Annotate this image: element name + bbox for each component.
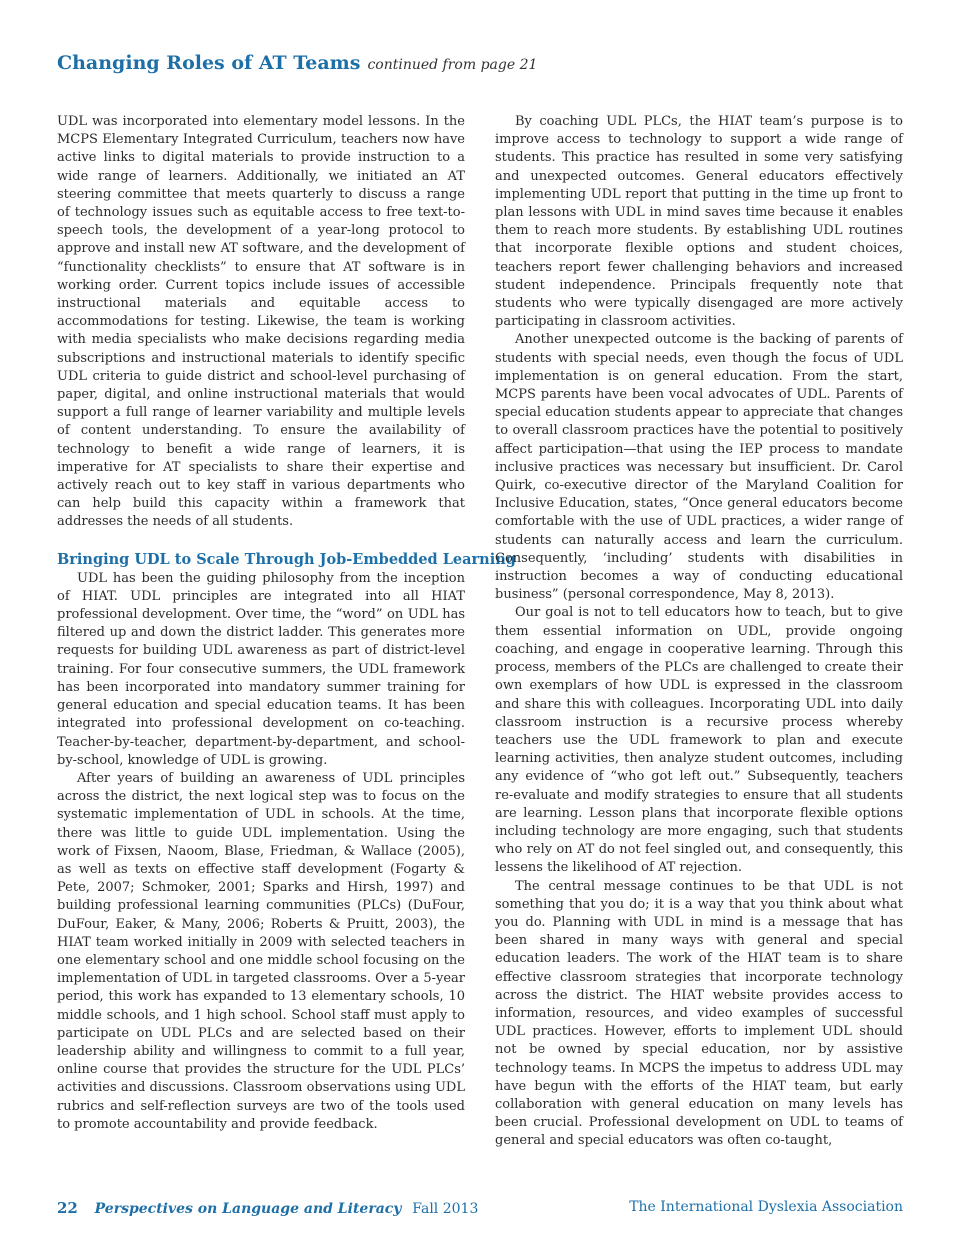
page-number: 22 (57, 1199, 78, 1217)
paragraph: By coaching UDL PLCs, the HIAT team’s purpose is to improve access to technology to support a wide range of students. This practice has resulted in some very satisfying and unexpected outcomes. General educators effectively implementing UDL report that putting in the time up front to plan lessons with UDL in mind saves time because it enables them to reach more students. By establishing UDL routines that incorporate flexible options and student choices, teachers report fewer challenging behaviors and increased student independence. Principals frequently note that students who were typically disengaged are more actively participating in classroom activities. (495, 114, 903, 330)
paragraph: The central message continues to be that UDL is not something that you do; it is a way that you think about what you do. Planning with UDL in mind is a message that has been shared in many ways with general and special education leaders. The work of the HIAT team is to share effective classroom strategies that incorporate technology across the district. The HIAT website provides access to information, resources, and video examples of successful UDL practices. However, efforts to implement UDL should not be owned by special education, nor by assistive technology teams. In MCPS the impetus to address UDL may have begun with the efforts of the HIAT team, but early collaboration with general education on many levels has been crucial. Professional development on UDL to teams of general and special educators was often co-taught, (495, 878, 903, 1149)
left-column (57, 113, 516, 1134)
paragraph: Another unexpected outcome is the backing of parents of students with special needs, even though the focus of UDL implementation is on general education. From the start, MCPS parents have been vocal advocates of UDL. Parents of special education students appear to appreciate that changes to overall classroom practices have the potential to positively affect participation—that using the IEP process to mandate inclusive practices was necessary but insufficient. Dr. Carol Quirk, co-executive director of the Maryland Coalition for Inclusive Education, states, “Once general educators become comfortable with the use of UDL practices, a wider range of students can naturally access and learn the curriculum. Consequently, ‘including’ students with disabilities in instruction becomes a way of conducting educational business” (personal correspondence, May 8, 2013). (495, 332, 903, 603)
article-title: Changing Roles of AT Teams (57, 52, 361, 74)
right-column (495, 113, 903, 1151)
page-footer (57, 1199, 903, 1217)
page-header (57, 52, 537, 74)
publication-name: Perspectives on Language and Literacy (94, 1201, 402, 1217)
paragraph: Our goal is not to tell educators how to teach, but to give them essential information on UDL, provide ongoing coaching, and engage in cooperative learning. Through this process, members of the PLCs are challenged to create their own exemplars of how UDL is expressed in the classroom and share this with colleagues. Incorporating UDL into daily classroom instruction is a recursive process whereby teachers use the UDL framework to plan and execute learning activities, then analyze student outcomes, including any evidence of “who got left out.” Subsequently, teachers re-evaluate and modify strategies to ensure that all students are learning. Lesson plans that incorporate flexible options including technology are more engaging, such that students who rely on AT do not feel singled out, and consequently, this lessens the likelihood of AT rejection. (495, 605, 903, 876)
section-heading: Bringing UDL to Scale Through Job-Embedded Learning (57, 550, 516, 568)
paragraph: UDL was incorporated into elementary model lessons. In the MCPS Elementary Integrated Curriculum, teachers now have active links to digital materials to provide instruction to a wide range of learners. Additionally, we initiated an AT steering committee that meets quarterly to discuss a range of technology issues such as equitable access to free text-to-speech tools, the development of a year-long protocol to approve and install new AT software, and the development of “functionality checklists” to ensure that AT software is in working order. Current topics include issues of accessible instructional materials and equitable access to accommodations for testing. Likewise, the team is working with media specialists who make decisions regarding media subscriptions and instructional materials to identify specific UDL criteria to guide district and school-level purchasing of paper, digital, and online instructional materials that would support a full range of learner variability and multiple levels of content understanding. To ensure the availability of technology to benefit a wide range of learners, it is imperative for AT specialists to share their expertise and actively reach out to key staff in various departments who can help build this capacity within a framework that addresses the needs of all students. (57, 114, 465, 530)
organization-name: The International Dyslexia Association (629, 1199, 903, 1215)
paragraph: After years of building an awareness of UDL principles across the district, the next logical step was to focus on the systematic implementation of UDL in schools. At the time, there was little to guide UDL implementation. Using the work of Fixsen, Naoom, Blase, Friedman, & Wallace (2005), as well as texts on effective staff development (Fogarty & Pete, 2007; Schmoker, 2001; Sparks and Hirsh, 1997) and building professional learning communities (PLCs) (DuFour, DuFour, Eaker, & Many, 2006; Roberts & Pruitt, 2003), the HIAT team worked initially in 2009 with selected teachers in one elementary school and one middle school focusing on the implementation of UDL in targeted classrooms. Over a 5-year period, this work has expanded to 13 elementary schools, 10 middle schools, and 1 high school. School staff must apply to participate on UDL PLCs and are selected based on their leadership ability and willingness to commit to a full year, online course that provides the structure for the UDL PLCs’ activities and discussions. Classroom observations using UDL rubrics and self-reflection surveys are two of the tools used to promote accountability and provide feedback. (57, 770, 465, 1132)
paragraph: UDL has been the guiding philosophy from the inception of HIAT. UDL principles are integrated into all HIAT professional development. Over time, the “word” on UDL has filtered up and down the district ladder. This generates more requests for building UDL awareness as part of district-level training. For four consecutive summers, the UDL framework has been incorporated into mandatory summer training for general education and special education teams. It has been integrated into professional development on co-teaching. Teacher-by-teacher, department-by-department, and school-by-school, knowledge of UDL is growing. (57, 570, 465, 768)
issue-date: Fall 2013 (412, 1201, 479, 1217)
continued-note: continued from page 21 (367, 57, 538, 73)
